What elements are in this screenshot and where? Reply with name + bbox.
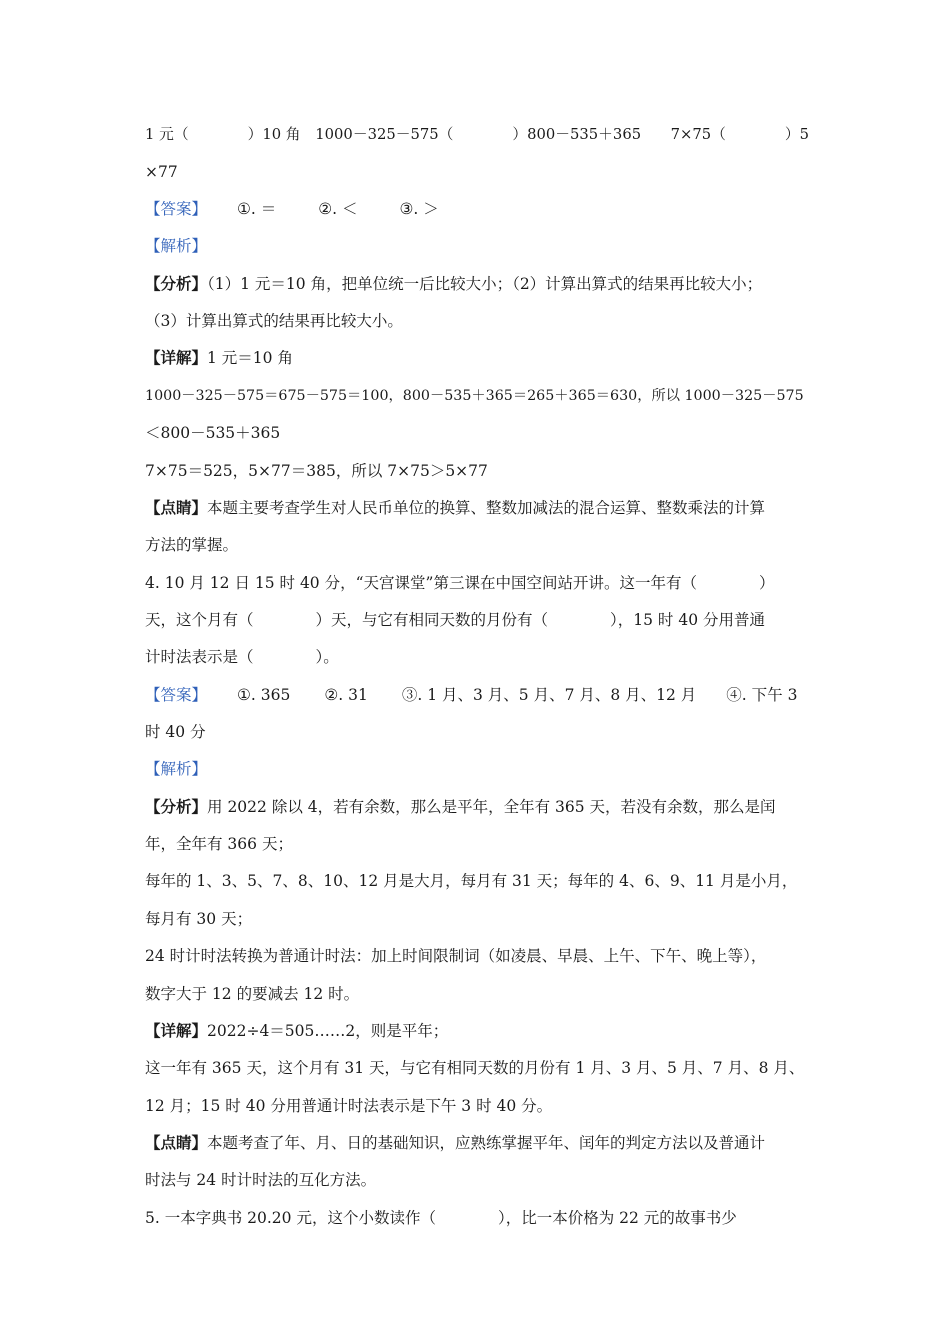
answer-item: ②. 31 (324, 686, 368, 704)
q5-question-line-1: 5. 一本字典书 20.20 元，这个小数读作（ ），比一本价格为 22 元的故事书少 (145, 1209, 737, 1227)
q3-question-line-2: ×77 (145, 163, 178, 181)
q3-xiangjie-line-2: 1000－325－575＝675－575＝100，800－535＋365＝265＋365＝630，所以 1000－325－575 (145, 388, 804, 404)
xiangjie-text: 2022÷4＝505……2，则是平年； (207, 1022, 449, 1040)
xiangjie-tag: 【详解】 (145, 1021, 208, 1040)
answer-item: ③. 1 月、3 月、5 月、7 月、8 月、12 月 (401, 686, 697, 704)
dianjing-tag: 【点睛】 (145, 1133, 208, 1152)
q4-question-line-2: 天，这个月有（ ）天，与它有相同天数的月份有（ ），15 时 40 分用普通 (145, 611, 765, 629)
q4-fenxi-line-3: 每年的 1、3、5、7、8、10、12 月是大月，每月有 31 天；每年的 4、6、9、11 月是小月， (145, 872, 798, 890)
q3-jiexi-line (145, 235, 810, 257)
q4-jiexi-line (145, 758, 810, 780)
q4-xiangjie-line-2: 这一年有 365 天，这个月有 31 天，与它有相同天数的月份有 1 月、3 月、5 月、7 月、8 月、 (145, 1059, 805, 1077)
xiangjie-tag: 【详解】 (145, 348, 208, 367)
q4-xiangjie-line-1 (145, 1020, 810, 1042)
q3-dianjing-line-2: 方法的掌握。 (145, 536, 239, 554)
q3-xiangjie-line-3: ＜800－535＋365 (145, 424, 281, 442)
answer-tag: 【答案】 (145, 686, 208, 704)
jiexi-tag: 【解析】 (145, 237, 208, 255)
fenxi-tag: 【分析】 (145, 274, 208, 293)
answer-item: ①. 365 (237, 686, 291, 704)
dianjing-text: 本题考查了年、月、日的基础知识，应熟练掌握平年、闰年的判定方法以及普通计 (207, 1134, 766, 1152)
answer-item: ②. ＜ (318, 200, 358, 218)
q4-fenxi-line-2: 年，全年有 366 天； (145, 835, 293, 853)
q3-xiangjie-line-1 (145, 347, 810, 369)
answer-item: ①. ＝ (237, 200, 277, 218)
q4-answer-line-2: 时 40 分 (145, 723, 206, 741)
dianjing-tag: 【点睛】 (145, 498, 208, 517)
q4-dianjing-line-2: 时法与 24 时计时法的互化方法。 (145, 1171, 377, 1189)
jiexi-tag: 【解析】 (145, 760, 208, 778)
q4-xiangjie-line-3: 12 月；15 时 40 分用普通计时法表示是下午 3 时 40 分。 (145, 1097, 553, 1115)
answer-item: ④. 下午 3 (726, 686, 798, 704)
q3-question-line-1: 1 元（ ）10 角 1000－325－575（ ）800－535＋365 7×75（ ）5 (145, 126, 809, 143)
dianjing-text: 本题主要考查学生对人民币单位的换算、整数加减法的混合运算、整数乘法的计算 (207, 499, 766, 517)
q4-dianjing-line-1 (145, 1132, 810, 1154)
q4-answer-line (145, 684, 810, 706)
q3-fenxi-line-1 (145, 273, 810, 295)
q4-fenxi-line-4: 每月有 30 天； (145, 910, 253, 928)
q3-xiangjie-line-4: 7×75＝525，5×77＝385，所以 7×75＞5×77 (145, 462, 488, 480)
q4-fenxi-line-6: 数字大于 12 的要减去 12 时。 (145, 985, 360, 1003)
answer-tag: 【答案】 (145, 200, 208, 218)
q4-fenxi-line-5: 24 时计时法转换为普通计时法：加上时间限制词（如凌晨、早晨、上午、下午、晚上等）， (145, 947, 767, 965)
q4-question-line-1: 4. 10 月 12 日 15 时 40 分，“天宫课堂”第三课在中国空间站开讲。这一年有（ ） (145, 574, 775, 592)
q3-fenxi-line-2: （3）计算出算式的结果再比较大小。 (145, 312, 403, 330)
q4-question-line-3: 计时法表示是（ ）。 (145, 648, 339, 666)
q4-fenxi-line-1 (145, 796, 810, 818)
xiangjie-text: 1 元＝10 角 (207, 349, 293, 367)
fenxi-text: 用 2022 除以 4，若有余数，那么是平年，全年有 365 天，若没有余数，那么是闰 (207, 798, 776, 816)
q3-dianjing-line-1 (145, 497, 810, 519)
q3-answer-line (145, 198, 810, 220)
fenxi-tag: 【分析】 (145, 797, 208, 816)
answer-item: ③. ＞ (399, 200, 439, 218)
fenxi-text: （1）1 元＝10 角，把单位统一后比较大小；（2）计算出算式的结果再比较大小； (207, 275, 763, 293)
